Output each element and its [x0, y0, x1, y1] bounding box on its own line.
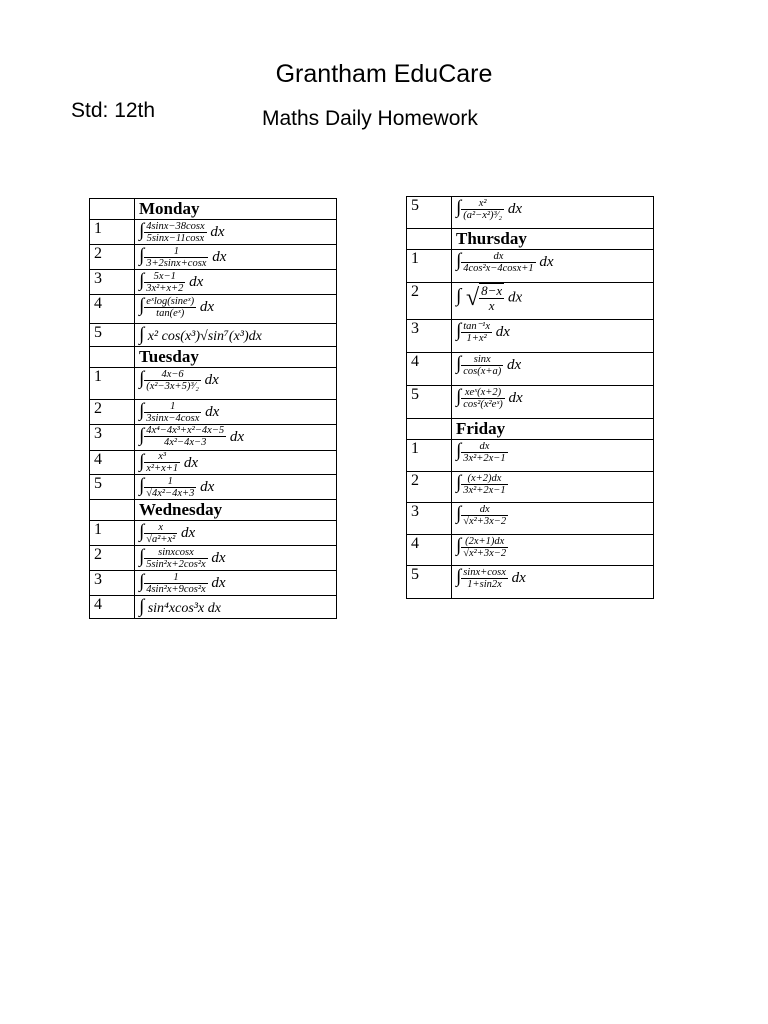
denominator: 3+2sinx+cosx	[146, 257, 207, 269]
denominator: 1+sin2x	[467, 578, 502, 590]
question-expression	[135, 323, 337, 346]
integral-sign: ∫	[139, 399, 145, 421]
fraction	[144, 296, 196, 319]
differential: dx	[177, 525, 196, 542]
integral-sign: ∫	[456, 285, 466, 307]
fraction	[144, 522, 177, 545]
question-number: 3	[90, 424, 135, 450]
question-number	[407, 419, 452, 440]
denominator: 1+x²	[466, 332, 487, 344]
integrand-text: x² cos(x³)√sin⁷(x³)dx	[144, 328, 262, 344]
differential: dx	[504, 390, 523, 406]
question-expression	[135, 571, 337, 596]
fraction	[461, 354, 503, 377]
question-expression	[452, 353, 654, 386]
numerator: dx	[461, 441, 507, 453]
question-row	[90, 450, 337, 475]
integral-sign: ∫	[139, 546, 145, 568]
denominator: 5sinx−11cosx	[146, 232, 205, 244]
question-row	[407, 283, 654, 320]
question-row	[407, 535, 654, 566]
fraction	[144, 476, 196, 499]
question-number: 1	[90, 521, 135, 546]
question-expression	[135, 367, 337, 399]
question-number: 1	[407, 250, 452, 283]
integral-sign: ∫	[139, 571, 145, 593]
integral-sign: ∫	[456, 250, 462, 271]
denominator: 3x²+x+2	[146, 282, 184, 294]
question-expression	[135, 269, 337, 294]
denominator: 4x²−4x−3	[163, 437, 207, 449]
question-row	[407, 386, 654, 419]
question-expression	[452, 283, 654, 320]
fraction	[461, 251, 535, 274]
question-expression	[452, 250, 654, 283]
integral-sign: ∫	[139, 475, 145, 497]
question-row	[407, 353, 654, 386]
fraction	[144, 547, 207, 570]
integral-sign: ∫	[456, 197, 462, 218]
integral-sign: ∫	[456, 386, 462, 407]
numerator: eˣlog(sineˣ)	[146, 295, 195, 307]
fraction	[461, 387, 505, 410]
numerator: dx	[461, 251, 535, 263]
numerator: 1	[144, 246, 208, 258]
question-number: 1	[90, 367, 135, 399]
question-expression	[135, 475, 337, 500]
question-number: 3	[90, 571, 135, 596]
question-row	[90, 475, 337, 500]
day-row	[407, 229, 654, 250]
fraction	[461, 536, 508, 559]
fraction	[144, 425, 226, 448]
day-label: Wednesday	[135, 500, 337, 521]
fraction	[461, 441, 507, 464]
question-row	[407, 566, 654, 599]
denominator: tan(eˣ)	[156, 307, 185, 319]
question-row	[407, 250, 654, 283]
question-number: 5	[90, 475, 135, 500]
radical-sign: √	[465, 284, 480, 311]
question-number: 2	[90, 546, 135, 571]
numerator: 1	[144, 572, 207, 584]
question-number: 2	[90, 399, 135, 424]
question-number: 4	[407, 353, 452, 386]
denominator: √x²+3x−2	[463, 515, 507, 527]
question-expression	[452, 566, 654, 599]
fraction	[461, 473, 507, 496]
question-number: 3	[407, 503, 452, 535]
numerator: tan⁻¹x	[463, 320, 490, 332]
numerator: sinxcosx	[144, 547, 207, 559]
integral-sign: ∫	[456, 566, 462, 587]
question-expression	[452, 472, 654, 503]
day-label: Thursday	[452, 229, 654, 250]
denominator: √a²+x²	[146, 534, 176, 546]
numerator: dx	[461, 504, 508, 516]
question-expression	[452, 440, 654, 472]
question-row	[407, 503, 654, 535]
numerator: 4sinx−38cosx	[146, 220, 205, 232]
question-expression	[135, 220, 337, 245]
fraction	[144, 246, 208, 269]
question-row	[90, 323, 337, 346]
question-expression	[135, 245, 337, 270]
integrand-text: sin⁴xcos³x dx	[144, 601, 221, 617]
homework-table-right	[406, 196, 654, 599]
denominator: cos²(x²eˣ)	[463, 398, 503, 410]
question-number: 5	[407, 566, 452, 599]
fraction	[144, 451, 180, 474]
question-number: 5	[407, 386, 452, 419]
integral-sign: ∫	[456, 440, 462, 461]
integral-sign: ∫	[139, 220, 145, 241]
fraction	[144, 221, 206, 244]
differential: dx	[206, 224, 225, 240]
question-number: 2	[90, 245, 135, 270]
question-number: 4	[90, 294, 135, 323]
question-number: 2	[407, 283, 452, 320]
fraction	[144, 369, 201, 392]
question-row	[90, 245, 337, 270]
fraction	[461, 567, 508, 590]
differential: dx	[201, 403, 220, 420]
day-label: Tuesday	[135, 346, 337, 367]
numerator: 4x−6	[144, 369, 201, 381]
integral-sign: ∫	[456, 472, 462, 493]
question-number: 5	[90, 323, 135, 346]
differential: dx	[207, 550, 226, 567]
question-number: 3	[407, 320, 452, 353]
question-row	[90, 521, 337, 546]
differential: dx	[504, 201, 522, 217]
question-expression	[135, 546, 337, 571]
question-expression	[135, 424, 337, 450]
differential: dx	[180, 454, 199, 471]
question-expression	[135, 294, 337, 323]
question-row	[90, 424, 337, 450]
fraction	[144, 572, 207, 595]
fraction	[461, 321, 492, 344]
question-expression	[135, 450, 337, 475]
radical-box	[479, 283, 504, 312]
day-row	[407, 419, 654, 440]
question-row	[90, 294, 337, 323]
question-row	[407, 440, 654, 472]
question-expression	[452, 197, 654, 229]
denominator: x²+x+1	[146, 463, 179, 475]
institute-title: Grantham EduCare	[275, 60, 493, 88]
denominator: 5sin²x+2cos²x	[146, 559, 206, 571]
differential: dx	[200, 371, 219, 388]
integral-sign: ∫	[456, 503, 462, 524]
integral-sign: ∫	[139, 450, 145, 472]
integral-sign: ∫	[139, 294, 145, 316]
integral-sign: ∫	[139, 596, 145, 618]
question-expression	[452, 535, 654, 566]
question-row	[90, 399, 337, 424]
integral-sign: ∫	[139, 424, 145, 446]
numerator: 8−x	[481, 283, 503, 298]
numerator: x	[144, 522, 177, 534]
fraction	[461, 504, 508, 527]
differential: dx	[535, 254, 554, 270]
differential: dx	[207, 575, 226, 592]
question-number: 4	[90, 450, 135, 475]
differential: dx	[492, 324, 510, 340]
numerator: 4x⁴−4x³+x²−4x−5	[146, 425, 225, 437]
denominator: 3sinx−4cosx	[146, 412, 200, 424]
denominator: 4sin²x+9cos²x	[146, 584, 206, 596]
integral-sign: ∫	[139, 269, 145, 291]
numerator: 1	[144, 401, 201, 413]
denominator: 4cos²x−4cosx+1	[463, 262, 534, 274]
numerator: sinx+cosx	[463, 566, 506, 578]
integral-sign: ∫	[456, 320, 462, 341]
question-number	[90, 199, 135, 220]
fraction	[144, 271, 185, 294]
question-row	[90, 220, 337, 245]
question-row	[90, 571, 337, 596]
question-row	[90, 596, 337, 619]
integral-sign: ∫	[456, 535, 462, 556]
question-row	[407, 197, 654, 229]
homework-subtitle: Maths Daily Homework	[262, 107, 478, 130]
day-row	[90, 500, 337, 521]
integral-sign: ∫	[139, 323, 145, 345]
question-number: 4	[90, 596, 135, 619]
question-expression	[135, 521, 337, 546]
differential: dx	[196, 479, 215, 496]
numerator: 1	[144, 476, 196, 488]
question-row	[90, 367, 337, 399]
integral-sign: ∫	[139, 367, 145, 389]
day-row	[90, 199, 337, 220]
numerator: sinx	[461, 354, 503, 366]
question-expression	[452, 503, 654, 535]
question-expression	[135, 596, 337, 619]
question-number: 3	[90, 269, 135, 294]
question-number: 5	[407, 197, 452, 229]
numerator: xeˣ(x+2)	[461, 387, 505, 399]
question-row	[407, 472, 654, 503]
differential: dx	[226, 428, 245, 445]
differential: dx	[503, 357, 522, 373]
denominator: 3x²+2x−1	[463, 484, 506, 496]
denominator: (a²−x²)³⁄₂	[463, 209, 503, 221]
differential: dx	[507, 570, 526, 586]
denominator: √x²+3x−2	[463, 547, 507, 559]
denominator: (x²−3x+5)³⁄₂	[146, 380, 199, 392]
homework-table-left	[89, 198, 337, 619]
question-row	[90, 546, 337, 571]
question-number	[90, 500, 135, 521]
question-number	[90, 346, 135, 367]
denominator: 3x²+2x−1	[463, 452, 506, 464]
numerator: 5x−1	[144, 271, 185, 283]
day-row	[90, 346, 337, 367]
question-row	[407, 320, 654, 353]
numerator: x³	[144, 451, 180, 463]
denominator: x	[488, 297, 495, 313]
question-expression	[452, 320, 654, 353]
question-row	[90, 269, 337, 294]
differential: dx	[196, 298, 215, 315]
fraction	[461, 198, 504, 221]
integral-sign: ∫	[456, 353, 462, 374]
question-number: 4	[407, 535, 452, 566]
day-label: Friday	[452, 419, 654, 440]
integral-sign: ∫	[139, 521, 145, 543]
question-number	[407, 229, 452, 250]
question-number: 1	[90, 220, 135, 245]
differential: dx	[504, 289, 523, 306]
denominator: cos(x+a)	[463, 365, 502, 377]
question-number: 2	[407, 472, 452, 503]
fraction	[144, 401, 201, 424]
standard-label: Std: 12th	[71, 99, 156, 122]
differential: dx	[208, 249, 227, 265]
day-label: Monday	[135, 199, 337, 220]
numerator: x²	[461, 198, 504, 210]
denominator: √4x²−4x+3	[146, 488, 195, 500]
question-expression	[135, 399, 337, 424]
integral-sign: ∫	[139, 245, 145, 266]
numerator: (2x+1)dx	[461, 536, 508, 548]
question-expression	[452, 386, 654, 419]
question-number: 1	[407, 440, 452, 472]
differential: dx	[185, 273, 204, 290]
numerator: (x+2)dx	[461, 473, 507, 485]
fraction	[479, 284, 504, 312]
